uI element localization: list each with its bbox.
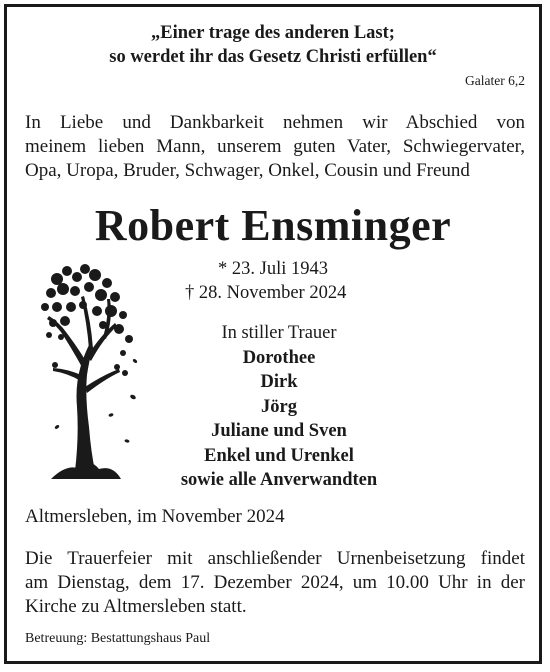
deceased-name: Robert Ensminger — [94, 201, 452, 250]
funeral-service-info — [25, 547, 525, 619]
mourner-name: Enkel und Urenkel — [204, 445, 354, 466]
quote-line-2: so werdet ihr das Gesetz Christi erfüllen“ — [109, 47, 437, 67]
service-line-2: am Dienstag, dem 17. Dezember 2024, um 10.00 Uhr in der — [25, 572, 525, 593]
life-dates — [185, 257, 346, 305]
obituary-notice — [4, 4, 542, 664]
funeral-home-credit: Betreuung: Bestattungshaus Paul — [25, 631, 211, 646]
tree-silhouette-icon — [37, 257, 147, 487]
mourners-lead: In stiller Trauer — [221, 323, 337, 343]
intro-line-3: Opa, Uropa, Bruder, Schwager, Onkel, Cousin und Freund — [25, 160, 470, 181]
place-and-date: Altmersleben, im November 2024 — [25, 506, 285, 527]
service-line-1: Die Trauerfeier mit anschließender Urnenbeisetzung findet — [25, 548, 525, 569]
mourner-name: Juliane und Sven — [211, 421, 347, 441]
quote-line-1: „Einer trage des anderen Last; — [151, 23, 395, 43]
mourner-name: sowie alle Anverwandten — [180, 470, 378, 490]
bible-quote — [7, 21, 539, 69]
intro-text — [25, 111, 525, 183]
birth-date: * 23. Juli 1943 — [218, 259, 328, 279]
mourner-name: Dirk — [260, 372, 298, 392]
death-date: † 28. November 2024 — [185, 283, 347, 303]
service-line-3: Kirche zu Altmersleben statt. — [25, 596, 247, 617]
mourner-name: Dorothee — [242, 347, 316, 368]
intro-line-1: In Liebe und Dankbarkeit nehmen wir Abschied von — [25, 112, 525, 133]
intro-line-2: meinem lieben Mann, unserem guten Vater, Schwiegervater, — [25, 136, 525, 157]
mourner-name: Jörg — [261, 396, 297, 417]
mourners-list — [159, 321, 399, 493]
quote-reference: Galater 6,2 — [465, 73, 525, 88]
